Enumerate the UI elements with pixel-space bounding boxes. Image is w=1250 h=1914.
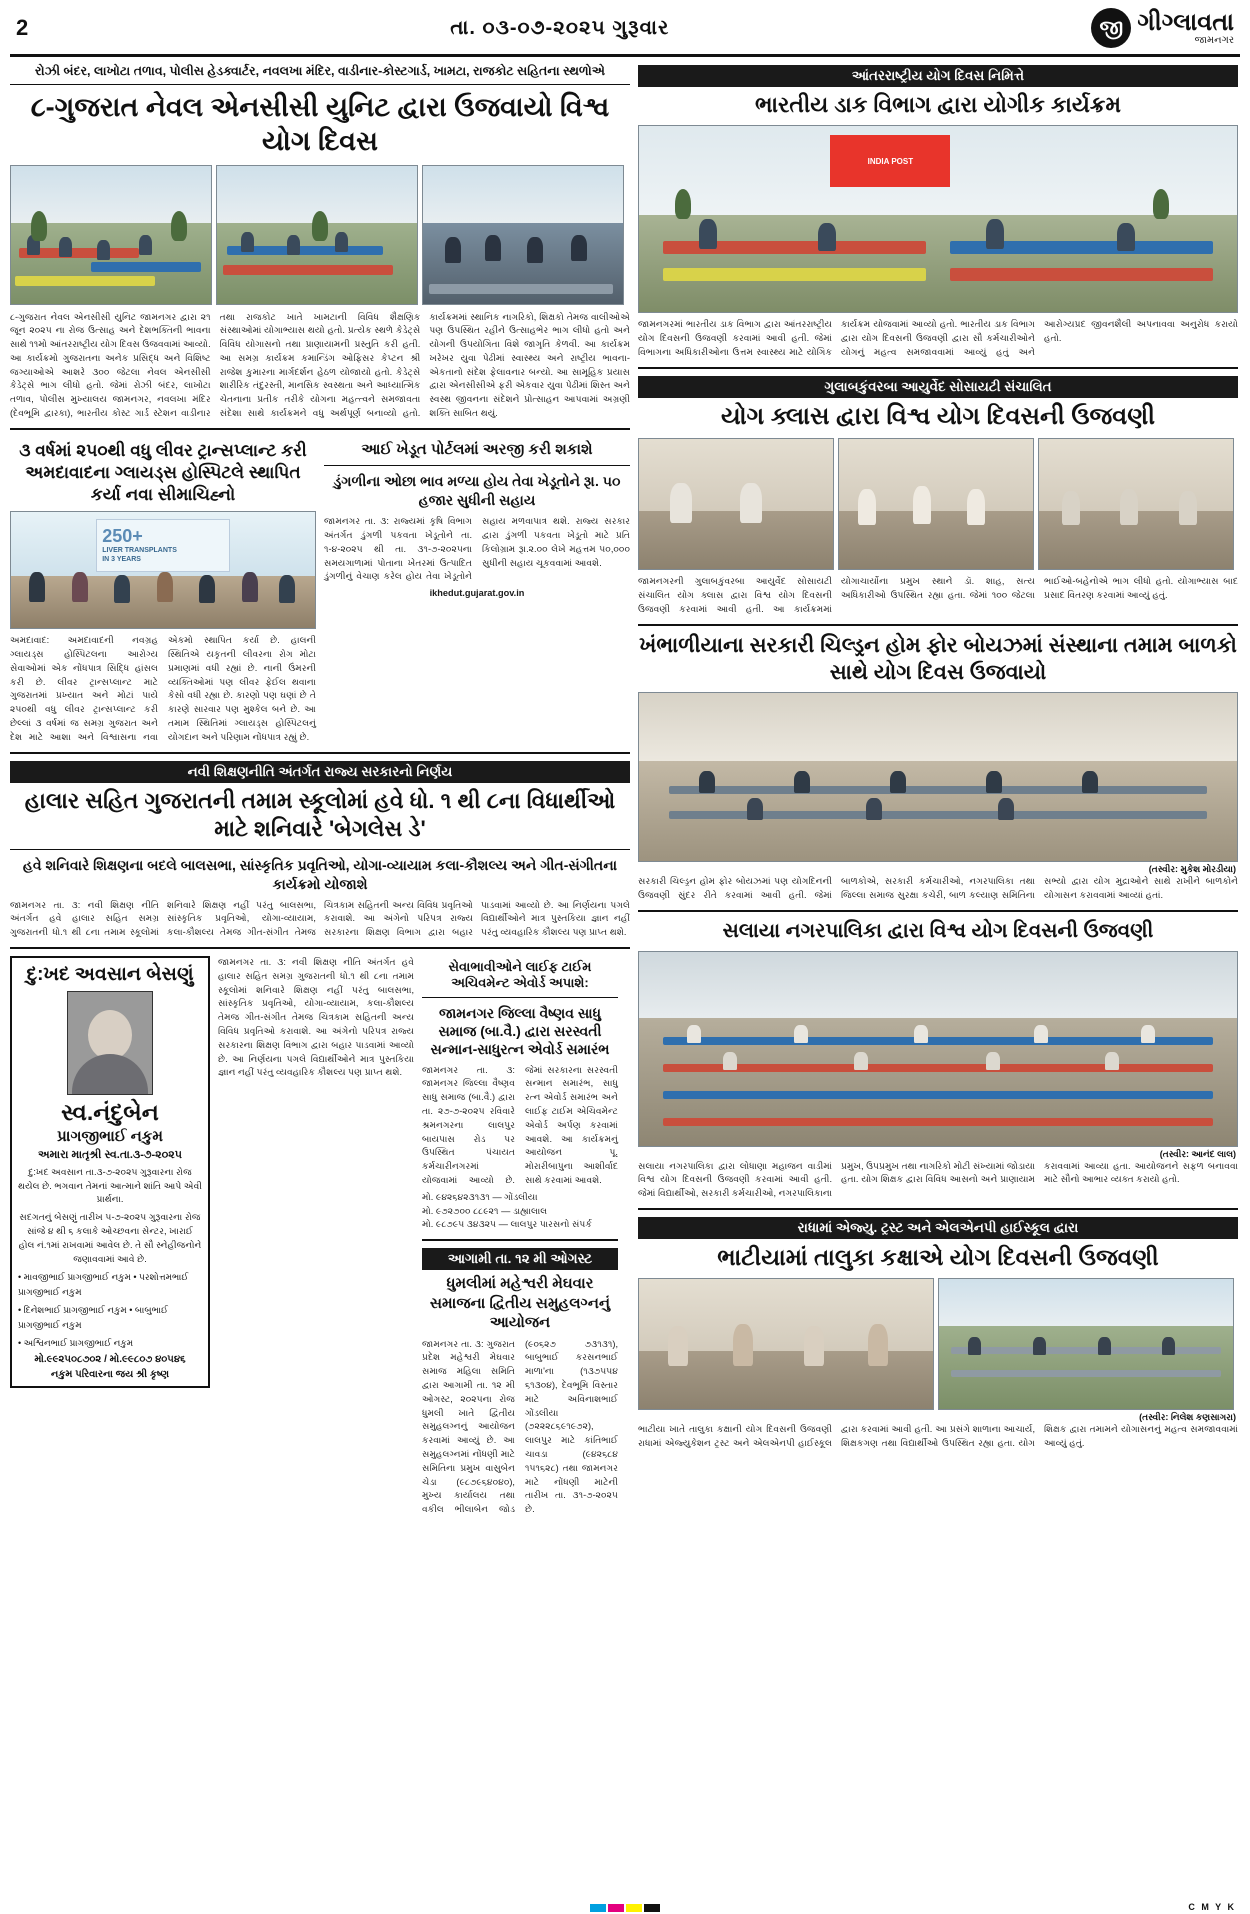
obituary-date: અમારા માતૃશ્રી સ્વ.તા.૩-૭-૨૦૨૫ — [38, 1148, 182, 1161]
lead-body: ૮-ગુજરાત નેવલ એનસીસી યુનિટ જામનગર દ્વારા ૨૧ જૂન ૨૦૨૫ ના રોજ ઉત્સાહ અને દેશભક્તિની ભાવના સાથે ૧૧મો આંતરરાષ્ટ્રીય યોગ દિવસ ઉજવવામાં આવ્યો. આ કાર્યક્રમો ગુજરાતના અનેક પ્રસિદ્ધ અને વિશિષ્ટ જગ્યાઓએ આશરે ૩૦૦ જેટલા નેવલ એનસીસી કેડેટ્સે ભાગ લીધો હતો. જેમાં રોઝી બંદર, લાખોટા તળાવ, પોલીસ મુખ્યાલય જામનગર, નવલખા મંદિર (દેવભૂમિ દ્વારકા), ભારતીય કોસ્ટ ગાર્ડ સ્ટેશન વાડીનાર તથા રાજકોટ ખાતે ખામટાની વિવિધ શૈક્ષણિક સંસ્થાઓમાં યોગાભ્યાસ થયો હતો. પ્રત્યેક સ્થળે કેડેટ્સે વિવિધ યોગાસનો તથા પ્રાણાયામની પ્રસ્તુતિ કરી હતી. આ સમગ્ર કાર્યક્રમ કમાન્ડિંગ ઓફિસર કેપ્ટન શ્રી રાજેશ કુમારના માર્ગદર્શન હેઠળ યોજાયો હતો. કેડેટ્સે શારીરિક તંદુરસ્તી, માનસિક સ્વસ્થતા અને આધ્યાત્મિક ચેતનાના પ્રતીક તરીકે યોગના મહત્ત્વને સમજાવતા સંદેશા સાથે કાર્યક્રમને વધુ અર્થપૂર્ણ બનાવ્યો હતો. કાર્યક્રમમાં સ્થાનિક નાગરિકો, શિક્ષકો તેમજ વાલીઓએ પણ ઉપસ્થિત રહીને ઉત્સાહભેર ભાગ લીધો હતો અને યોગની ઉપયોગિતા વિશે જાગૃતિ કેળવી. આ કાર્યક્રમ ખરેખર યુવા પેઢીમાં સ્વાસ્થ્ય અને રાષ્ટ્રીય ભાવના-એકતાનો સંદેશ ફેલાવનાર બન્યો. આ સામૂહિક પ્રયાસ દ્વારા એનસીસીએ ફરી એકવાર યુવા પેઢીમાં શિસ્ત અને સ્વસ્થ જીવનના સંદેશને પ્રોત્સાહન આપવામાં અગ્રણી શક્તિ સાબિત થયું. — [10, 311, 630, 419]
left-column — [10, 61, 630, 1517]
intlpost-kicker: આંતરરાષ્ટ્રીય યોગ દિવસ નિમિત્તે — [638, 65, 1238, 87]
khambhaliya-headline: ખંભાળીયાના સરકારી ચિલ્ડ્રન હોમ ફોર બોયઝમાં સંસ્થાના તમામ બાળકો સાથે યોગ દિવસ ઉજવાયો — [639, 633, 1237, 684]
salaya-article — [638, 919, 1238, 1201]
ikhedut-article — [324, 437, 630, 601]
yoga-photo-1 — [10, 165, 212, 305]
obituary-body: દુ:ખદ અવસાન તા.૩-૭-૨૦૨૫ ગુરૂવારના રોજ થયેલ છે. ભગવાન તેમનાં આત્માને શાંતિ આપે એવી પ્રાર્થના. — [18, 1166, 202, 1205]
saraswati-contact-2: મો. ૯૭૨૭૦૦ ૮૮૯૨૧ — ડાહ્યાલાલ — [422, 1205, 548, 1216]
gulab-photo-3 — [1038, 438, 1234, 570]
transplant-banner-line2: IN 3 YEARS — [102, 556, 141, 564]
cmyk-label: C M Y K — [1188, 1902, 1236, 1912]
education-article — [10, 761, 630, 940]
gulabkunverba-article — [638, 376, 1238, 617]
india-post-banner: INDIA POST — [830, 135, 950, 187]
khambhaliya-body: સરકારી ચિલ્ડ્રન હોમ ફોર બોયઝમાં પણ યોગદિનની ઉજવણી સુંદર રીતે કરવામાં આવી હતી. જેમાં બાળકોએ, સરકારી કર્મચારીઓ, નગરપાલિકા તથા જિલ્લા સમાજ સુરક્ષા કચેરી, બાળ કલ્યાણ સમિતિના સભ્યો દ્વારા યોગ મુદ્રાઓને સાથે રાખીને બાળકોને યોગાસન કરાવવામાં આવ્યાં હતાં. — [638, 876, 1238, 901]
obituary-box — [10, 956, 210, 1388]
ikhedut-body: જામનગર તા. ૩: રાજ્યમાં કૃષિ વિભાગ અંતર્ગત ડુંગળી પકવતા ખેડૂતોને તા. ૧-૪-૨૦૨૫ થી તા. ૩૧-૭-૨૦૨૫ના સમયગાળામાં પોતાના ખેતરમાં ઉત્પાદિત ડુંગળીનું વેચાણ કરેલ હોય તેવા ખેડૂતોને સહાય મળવાપાત્ર થશે. રાજ્ય સરકાર દ્વારા ડુંગળી પકવતા ખેડૂતો માટે પ્રતિ કિલોગ્રામ રૂ।.૨.૦૦ લેખે મહત્તમ ૫૦,૦૦૦ સુધીની સહાય ચૂકવવામાં આવશે. — [324, 516, 630, 582]
intlpost-body: જામનગરમાં ભારતીય ડાક વિભાગ દ્વારા આંતરરાષ્ટ્રીય યોગ દિવસની ઉજવણી કરવામાં આવી હતી. જેમાં વિભાગના અધિકારીઓના ઉત્તમ સ્વાસ્થ્ય માટે યોગિક કાર્યક્રમ યોજવામાં આવ્યો હતો. ભારતીય ડાક વિભાગ દ્વારા યોગ દિવસની ઉજવણી દ્વારા સૌ કર્મચારીઓને યોગનું મહત્વ સમજાવવામાં આવ્યું હતું અને આરોગ્યપ્રદ જીવનશૈલી અપનાવવા અનુરોધ કરાયો હતો. — [638, 319, 1238, 357]
obituary-name: સ્વ.નંદુબેન — [61, 1098, 159, 1125]
bhatia-headline: ભાટીયામાં તાલુકા કક્ષાએ યોગ દિવસની ઉજવણી — [717, 1243, 1159, 1270]
saraswati-headline: જામનગર જિલ્લા વૈષ્ણવ સાધુ સમાજ (બા.વૈ.) દ્વારા સરસ્વતી સન્માન-સાધુરત્ન એવોર્ડ સમારંભ — [430, 1005, 610, 1058]
gulabkunverba-kicker: ગુલાબકુંવરબા આયુર્વેદ સોસાયટી સંચાલિત — [638, 376, 1238, 398]
transplant-body: અમદાવાદ: અમદાવાદની નવગ્રહ ગ્લાયડ્સ હોસ્પિટલના આરોગ્ય સેવાઓમાં એક નોંધપાત્ર સિદ્ધિ હાંસલ કરી છે. લીવર ટ્રાન્સપ્લાન્ટ માટે ગુજરાતમાં પ્રખ્યાત અને મોટાં પાયે ૨૫૦થી વધુ લીવર ટ્રાન્સપ્લાન્ટ કરી છેલ્લાં ૩ વર્ષમાં જ સમગ્ર ગુજરાત અને દેશ માટે આશા અને વિશ્વાસના નવા એકમો સ્થાપિત કર્યા છે. હાલની સ્થિતિએ યકૃતની લીવરના રોગ મોટા પ્રમાણમાં વધી રહ્યાં છે. નાની ઉંમરની વ્યક્તિઓમાં પણ લીવર ફેઈલ થવાના કેસો વધી રહ્યા છે. કારણો પણ ઘણાં છે તે કારણે સારવાર પણ મુશ્કેલ બને છે. આ તમામ સ્થિતિમાં ગ્લાયડ્સ હોસ્પિટલનું યોગદાન અને પરિણામ નોંધપાત્ર રહ્યું છે. — [10, 635, 316, 742]
obituary-photo — [67, 991, 153, 1095]
khambhaliya-article — [638, 633, 1238, 903]
obituary-family-3: • અશ્વિનભાઈ પ્રાગજીભાઈ નકુમ — [18, 1337, 134, 1348]
lead-photo-row — [10, 165, 630, 305]
bhatia-photo-1 — [638, 1278, 934, 1410]
bhatia-body: ભાટીયા ખાતે તાલુકા કક્ષાની યોગ દિવસની ઉજવણી રાધામાં એજ્યુકેશન ટ્રસ્ટ અને એલએનપી હાઈસ્કૂલ દ્વારા કરવામાં આવી હતી. આ પ્રસંગે શાળાના આચાર્ય, શિક્ષકગણ તથા વિદ્યાર્થીઓ ઉપસ્થિત રહ્યા હતા. યોગ શિક્ષક દ્વારા તમામને યોગાસનનું મહત્વ સમજાવવામાં આવ્યું હતું. — [638, 1424, 1238, 1449]
bhatia-article — [638, 1217, 1238, 1451]
gulab-photo-1 — [638, 438, 834, 570]
obituary-relation: પ્રાગજીભાઈ નકુમ — [57, 1127, 163, 1145]
obituary-family-1: • માવજીભાઈ પ્રાગજીભાઈ નકુમ • પરશોત્તમભાઈ પ્રાગજીભાઈ નકુમ — [18, 1272, 189, 1297]
education-body: જામનગર તા. ૩: નવી શિક્ષણ નીતિ અંતર્ગત હવે હાલાર સહિત સમગ્ર ગુજરાતની ધો.૧ થી ૮ના તમામ સ્કૂલોમાં શનિવારે શિક્ષણ નહીં પરંતુ બાલસભા, સાંસ્કૃતિક પ્રવૃતિઓ, યોગા-વ્યાયામ, કલા-કૌશલ્ય તેમજ ગીત-સંગીત તેમજ ચિત્રકામ સહિતની અન્ય વિવિધ પ્રવૃતિઓ કરાવાશે. આ અંગેનો પરિપત્ર રાજ્ય સરકારના શિક્ષણ વિભાગ દ્વારા બહાર પાડવામાં આવ્યો છે. આ નિર્ણયના પગલે વિદ્યાર્થીઓને માત્ર પુસ્તકિયા જ્ઞાન નહીં પરંતુ વ્યવહારિક કૌશલ્ય પણ પ્રાપ્ત થશે. — [10, 899, 630, 938]
bhatia-photo-2 — [938, 1278, 1234, 1410]
saraswati-body: જામનગર તા. ૩: જામનગર જિલ્લા વૈષ્ણવ સાધુ સમાજ (બા.વૈ.) દ્વારા તા. ૨૭-૭-૨૦૨૫ રવિવારે શ્રમનગરના લાલપુર બાયપાસ રોડ પર ઉપસ્થિત પંચાયત કર્મચારીનગરમાં યોજવામાં આવ્યો છે. જેમાં સરકારના સરસ્વતી સન્માન સમારંભ, સાધુ રત્ન એવોર્ડ સમારંભ અને લાઈફ ટાઈમ એચિવમેન્ટ એવોર્ડ અર્પણ કરવામાં આવશે. આ કાર્યક્રમનું આયોજન પૂ. મોરારીબાપુના આશીર્વાદ સાથે કરવામાં આવશે. — [422, 1064, 618, 1185]
transplant-banner-line1: LIVER TRANSPLANTS — [102, 546, 177, 554]
intlpost-headline: ભારતીય ડાક વિભાગ દ્વારા યોગીક કાર્યક્રમ — [755, 92, 1121, 117]
masthead — [10, 6, 1240, 57]
khambhaliya-caption: (તસ્વીર: મુકેશ મોરડીયા) — [1148, 864, 1236, 875]
intlpost-photo — [638, 125, 1238, 313]
logo-title: ગીગ્લાવતા — [1137, 8, 1234, 36]
ikhedut-portal-url[interactable]: ikhedut.gujarat.gov.in — [429, 588, 525, 599]
saraswati-article — [422, 956, 618, 1517]
khambhaliya-photo — [638, 692, 1238, 862]
intlpost-article — [638, 65, 1238, 360]
salaya-body: સલાયા નગરપાલિકા દ્વારા લોધાણા મહાજન વાડીમાં વિશ્વ યોગ દિવસની ઉજવણી કરવામાં આવી હતી. જેમાં વિદ્યાર્થીઓ, સરકારી કર્મચારીઓ, નગરપાલિકાના પ્રમુખ, ઉપપ્રમુખ તથા નાગરિકો મોટી સંખ્યામાં જોડાયા હતા. યોગ શિક્ષક દ્વારા વિવિધ આસનો અને પ્રાણાયામ કરાવવામાં આવ્યા હતા. આયોજનને સફળ બનાવવા માટે સૌનો આભાર વ્યક્ત કરાયો હતો. — [638, 1160, 1238, 1199]
publication-date: તા. ૦૩-૦૭-૨૦૨૫ ગુરૂવાર — [450, 16, 670, 39]
education-headline: હાલાર સહિત ગુજરાતની તમામ સ્કૂલોમાં હવે ધો. ૧ થી ૮ના વિધાર્થીઓ માટે શનિવારે 'બેગલેસ ડે' — [24, 787, 616, 841]
gulabkunverba-body: જામનગરની ગુલાબકુંવરબા આયુર્વેદ સોસાયટી સંચાલિત યોગ ક્લાસ દ્વારા વિશ્વ યોગ દિવસની ઉજવણી કરવામાં આવી હતી. આ કાર્યક્રમમાં યોગાચાર્યોના પ્રમુખ સ્થાને ડૉ. શાહ, સત્ય અધિકારીઓ ઉપસ્થિત રહ્યા હતા. જેમાં ૧૦૦ જેટલા ભાઈઓ-બહેનોએ ભાગ લીધો હતો. યોગાભ્યાસ બાદ પ્રસાદ વિતરણ કરવામાં આવ્યું હતું. — [638, 576, 1238, 614]
education-body-overflow: જામનગર તા. ૩: નવી શિક્ષણ નીતિ અંતર્ગત હવે હાલાર સહિત સમગ્ર ગુજરાતની ધો.૧ થી ૮ના તમામ સ્કૂલોમાં શનિવારે શિક્ષણ નહીં પરંતુ બાલસભા, સાંસ્કૃતિક પ્રવૃતિઓ, યોગા-વ્યાયામ, કલા-કૌશલ્ય તેમજ ગીત-સંગીત તેમજ ચિત્રકામ સહિતની અન્ય વિવિધ પ્રવૃતિઓ કરાવાશે. આ અંગેનો પરિપત્ર રાજ્ય સરકારના શિક્ષણ વિભાગ દ્વારા બહાર પાડવામાં આવ્યો છે. આ નિર્ણયના પગલે વિદ્યાર્થીઓને માત્ર પુસ્તકિયા જ્ઞાન નહીં પરંતુ વ્યવહારિક કૌશલ્ય પણ પ્રાપ્ત થશે. — [218, 957, 414, 1078]
obituary-footer: નકુમ પરિવારના જય શ્રી કૃષ્ણ — [50, 1369, 170, 1381]
logo-edition: જામનગર — [1194, 34, 1234, 46]
yoga-photo-2 — [216, 165, 418, 305]
bhatia-caption: (તસ્વીર: નિલેશ કણસાગરા) — [1139, 1412, 1236, 1423]
saraswati-contact-1: મો. ૯૪૨૬૪૨૩૧૩૧ — ગોંડલીયા — [422, 1191, 538, 1202]
meghwar-kicker: આગામી તા. ૧૨ મી ઓગસ્ટ — [422, 1248, 618, 1270]
meghwar-headline: ધુમલીમાં મહેશ્વરી મેઘવાર સમાજના દ્વિતીય સમુહલગ્નનું આયોજન — [429, 1275, 611, 1332]
transplant-banner-number: 250+ — [102, 526, 143, 547]
newspaper-logo — [1091, 8, 1234, 48]
ikhedut-headline: આઈ ખેડૂત પોર્ટલમાં અરજી કરી શકાશે — [361, 440, 593, 458]
lead-headline: ૮-ગુજરાત નેવલ એનસીસી યુનિટ દ્વારા ઉજવાયો વિશ્વ યોગ દિવસ — [30, 92, 610, 156]
color-registration-bar — [590, 1904, 660, 1912]
education-body-cont — [218, 956, 414, 1080]
salaya-photo — [638, 951, 1238, 1147]
obituary-family-2: • દિનેશભાઈ પ્રાગજીભાઈ નકુમ • બાબુભાઈ પ્રાગજીભાઈ નકુમ — [18, 1305, 168, 1330]
transplant-article — [10, 437, 316, 745]
gulab-photo-2 — [838, 438, 1034, 570]
transplant-photo — [10, 511, 316, 629]
saraswati-contact-3: મો. ૯૮૭૯૫ ૩૪૩૨૫ — લાલપુર પારસનો સંપર્ક — [422, 1219, 592, 1230]
ikhedut-subhead: ડુંગળીના ઓછા ભાવ મળ્યા હોય તેવા ખેડૂતોને રૂ।. ૫૦ હજાર સુધીની સહાય — [333, 473, 621, 509]
transplant-headline: ૩ વર્ષમાં ૨૫૦થી વધુ લીવર ટ્રાન્સપ્લાન્ટ કરી અમદાવાદના ગ્લાયડ્સ હોસ્પિટલે સ્થાપિત કર્યા નવા સીમાચિહ્નો — [19, 440, 307, 505]
page-number: 2 — [16, 15, 29, 40]
gulabkunverba-headline: યોગ ક્લાસ દ્વારા વિશ્વ યોગ દિવસની ઉજવણી — [721, 402, 1155, 430]
logo-icon: જી — [1091, 8, 1131, 48]
education-kicker: નવી શિક્ષણનીતિ અંતર્ગત રાજ્ય સરકારનો નિર્ણય — [10, 761, 630, 783]
bhatia-kicker: રાધામાં એજ્યુ. ટ્રસ્ટ અને એલએનપી હાઈસ્કૂલ દ્વારા — [638, 1217, 1238, 1239]
obituary-note: સદગતનું બેસણું તારીખ ૫-૭-૨૦૨૫ ગુરૂવારના રોજ સાંજે ૪ થી ૬ કલાકે ઓચ્છવના સેન્ટર, ખારાઈ હોલ નં.૧માં રાખવામાં આવેલ છે. તે સૌ સ્નેહીજનોને જણાવવામાં આવે છે. — [18, 1212, 202, 1264]
gulabkunverba-photo-row — [638, 438, 1238, 570]
meghwar-body: જામનગર તા. ૩: ગુજરાત પ્રદેશ મહેશ્વરી મેઘવાર સમાજ મહિલા સમિતિ દ્વારા આગામી તા. ૧૨ મી ઓગસ્ટ, ૨૦૨૫ના રોજ ધુમલી ખાતે દ્વિતીય સમુહલગ્નનું આયોજન કરવામાં આવ્યું છે. આ સમુહલગ્નમાં નોંધણી માટે સમિતિના પ્રમુખ વાસુબેન ચેડા (૯૮૭૯૬૪૦૪૦), મુખ્ય કાર્યાલય તથા વકીલ ભીલાબેન જોડ (૯૦૬૨૭ ૭૩૧૩૧), બાબુભાઈ કરસનભાઈ માળા'ના (૧૩૭૫૫૪ ૬૧૩૦૪), દેવભૂમિ વિસ્તાર માટે અવિનાશભાઈ ગોંડલીયા (૭૨૨૨૮૬૯૧૯૭૨), લાલપુર માટે કાંતિભાઈ ચાવડા (૯૪૨૬૮૪ ૧૫૧૬૨૮) તથા જામનગર માટે નોંધણી માટેની તારીખ તા. ૩૧-૭-૨૦૨૫ છે. — [422, 1338, 618, 1515]
obituary-title: દુ:ખદ અવસાન બેસણું — [26, 964, 194, 986]
bhatia-photo-row — [638, 1278, 1238, 1410]
obituary-phones: મો.૯૯૨૫૦૮૭૦૨ / મો.૯૯૮૦૭ ૪૦૫૪૬ — [34, 1354, 186, 1366]
yoga-photo-3 — [422, 165, 624, 305]
salaya-caption: (તસ્વીર: આનંદ લાલ) — [1159, 1148, 1236, 1159]
right-column — [638, 61, 1238, 1451]
salaya-headline: સલાયા નગરપાલિકા દ્વારા વિશ્વ યોગ દિવસની ઉજવણી — [722, 920, 1154, 942]
lead-topline: રોઝી બંદર, લાખોટા તળાવ, પોલીસ હેડક્વાર્ટર, નવલખા મંદિર, વાડીનાર-કોસ્ટગાર્ડ, ખામટા, રાજકોટ સહિતના સ્થળોએ — [10, 61, 630, 85]
saraswati-kicker: સેવાભાવીઓને લાઈફ ટાઈમ અચિવમેન્ટ એવોર્ડ અપાશે: — [448, 959, 592, 991]
education-subhead: હવે શનિવારે શિક્ષણના બદલે બાલસભા, સાંસ્કૃતિક પ્રવૃતિઓ, યોગા-વ્યાયામ કલા-કૌશલ્ય અને ગીત-સંગીતના કાર્યક્રમો યોજાશે — [22, 856, 618, 892]
